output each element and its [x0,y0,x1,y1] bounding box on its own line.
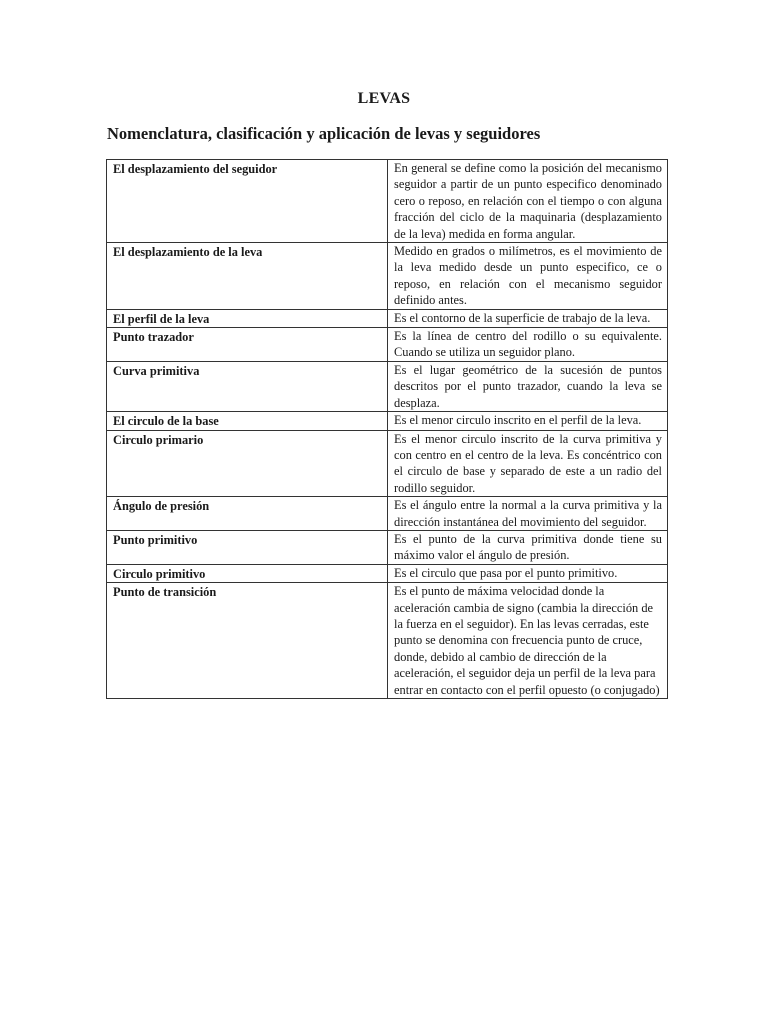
definition-cell: Es el menor circulo inscrito de la curva primitiva y con centro en el centro de la leva. Es concéntrico con el circulo de base y separado de este a un radio del rodillo seguidor. [388,430,668,497]
term-cell: Curva primitiva [107,361,388,411]
term-cell: El circulo de la base [107,412,388,430]
nomenclature-table [106,159,668,699]
term-cell: El desplazamiento de la leva [107,243,388,310]
definition-cell: En general se define como la posición del mecanismo seguidor a partir de un punto especifico denominado cero o reposo, en relación con el tiempo o con alguna fracción del ciclo de la maquinaria (desplazamiento de la leva) medida en forma angular. [388,160,668,243]
term-cell: Circulo primitivo [107,564,388,582]
definition-cell: Medido en grados o milímetros, es el movimiento de la leva medido desde un punto especifico, ce o reposo, en relación con el mecanismo seguidor definido antes. [388,243,668,310]
document-subtitle: Nomenclatura, clasificación y aplicación de levas y seguidores [107,124,541,143]
term-cell: El desplazamiento del seguidor [107,160,388,243]
definition-cell: Es el ángulo entre la normal a la curva primitiva y la dirección instantánea del movimiento del seguidor. [388,497,668,531]
term-cell: Punto trazador [107,328,388,362]
term-cell: Punto primitivo [107,530,388,564]
definition-cell: Es el circulo que pasa por el punto primitivo. [388,564,668,582]
definition-cell: Es el lugar geométrico de la sucesión de puntos descritos por el punto trazador, cuando la leva se desplaza. [388,361,668,411]
document-title: LEVAS [357,90,411,107]
table-row [107,160,668,243]
definition-cell: Es el contorno de la superficie de trabajo de la leva. [388,309,668,327]
term-cell: Punto de transición [107,583,388,699]
definition-cell: Es el menor circulo inscrito en el perfil de la leva. [388,412,668,430]
term-cell: Circulo primario [107,430,388,497]
table-row [107,361,668,411]
definition-cell: Es la línea de centro del rodillo o su equivalente. Cuando se utiliza un seguidor plano. [388,328,668,362]
table-row [107,497,668,531]
table-row [107,412,668,430]
table-row [107,328,668,362]
definition-cell: Es el punto de máxima velocidad donde la aceleración cambia de signo (cambia la dirección de la fuerza en el seguidor). En las levas cerradas, este punto se denomina con frecuencia punto de cruce, donde, debido al cambio de dirección de la aceleración, el seguidor deja un perfil de la leva para entrar en contacto con el perfil opuesto (o conjugado) [388,583,668,699]
definition-cell: Es el punto de la curva primitiva donde tiene su máximo valor el ángulo de presión. [388,530,668,564]
table-row [107,243,668,310]
term-cell: El perfil de la leva [107,309,388,327]
table-row [107,530,668,564]
table-row [107,309,668,327]
term-cell: Ángulo de presión [107,497,388,531]
table-row [107,430,668,497]
table-row [107,564,668,582]
table-row [107,583,668,699]
